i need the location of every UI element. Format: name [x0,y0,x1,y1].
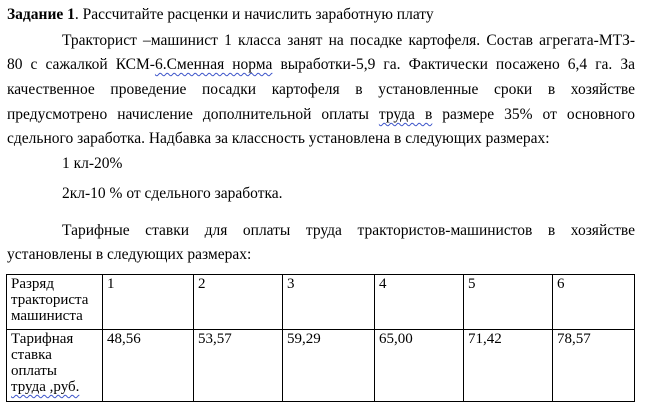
grade-cell: 2 [194,275,283,330]
grade-cell: 4 [375,275,464,330]
rate-label-cell [7,330,103,402]
bonus-class2: 2кл-10 % от сдельного заработка. [62,185,283,202]
rate-cell: 78,57 [553,330,635,402]
spellcheck-underline-norm: 6.Сменная норма [154,56,273,73]
paragraph1-line4-part-a: предусмотрено начисление дополнительной оплаты [7,106,379,123]
paragraph1-line4-part-c: размере 35% от основного [432,106,635,123]
grade-cell: 6 [553,275,635,330]
table-row-rates [7,330,635,402]
paragraph1-line2 [7,56,635,74]
table-row-grades [7,275,635,330]
rate-label-last: труда ,руб. [11,379,80,395]
rate-cell: 71,42 [464,330,553,402]
task-text: . Рассчитайте расценки и начислить заработную плату [74,6,434,23]
paragraph2-line1: Тарифные ставки для оплаты труда трактористов-машинистов в хозяйстве [62,222,635,239]
paragraph1-line3: качественное проведение посадки картофеля в установленные сроки в хозяйстве [7,81,635,98]
task-title: Задание 1 [7,6,75,23]
rate-label-line: Тарифная [11,331,74,347]
bonus-class1: 1 кл-20% [62,155,123,172]
paragraph1-line2-part-a: 80 с сажалкой КСМ- [7,56,155,73]
rate-label-line [11,379,98,395]
grade-cell: 3 [283,275,375,330]
header-label-line: машиниста [11,308,83,324]
header-label-line: тракториста [11,292,89,308]
rate-cell: 48,56 [103,330,194,402]
paragraph1-line1: Тракторист –машинист 1 класса занят на посадке картофеля. Состав агрегата-МТЗ- [62,32,635,49]
task-heading [7,6,434,24]
table-header-cell [7,275,103,330]
rate-cell: 53,57 [194,330,283,402]
rate-cell: 59,29 [283,330,375,402]
rate-label-line: ставка [11,347,52,363]
header-label-line: Разряд [11,276,54,292]
paragraph1-line2-part-c: выработки-5,9 га. Фактически посажено 6,4 га. За [272,56,635,73]
spellcheck-underline-trud: труда в [378,106,433,123]
paragraph1-line5: сдельного заработка. Надбавка за классность установлена в следующих размерах: [7,130,550,147]
paragraph2-line2: установлены в следующих размерах: [7,246,252,263]
tariff-rates-table [6,274,635,402]
grade-cell: 1 [103,275,194,330]
rate-label-line: оплаты [11,363,57,379]
paragraph1-line4 [7,106,635,124]
grade-cell: 5 [464,275,553,330]
rate-cell: 65,00 [375,330,464,402]
